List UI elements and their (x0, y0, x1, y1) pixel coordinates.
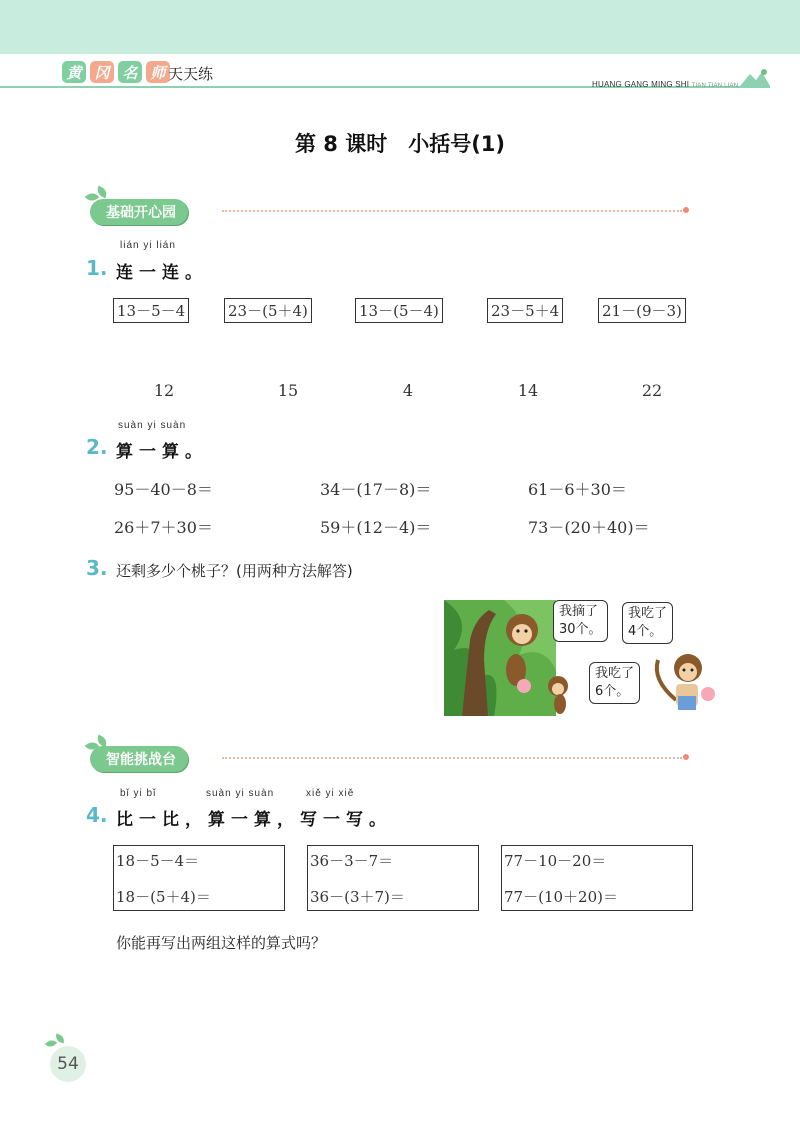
compare-expression[interactable]: 18－(5＋4)＝ (116, 888, 211, 906)
q4-text: 比一比，算一算，写一写。 (116, 810, 392, 830)
q2-expression[interactable]: 73－(20＋40)＝ (528, 518, 650, 537)
section-banner-challenge: 智能挑战台 (90, 746, 188, 772)
compare-box (307, 845, 479, 911)
bubble-line: 30个。 (559, 622, 602, 637)
bubble-line: 6个。 (595, 684, 630, 699)
compare-expression[interactable]: 36－3－7＝ (310, 852, 394, 870)
q2-expression[interactable]: 26＋7＋30＝ (114, 518, 213, 537)
compare-expression[interactable]: 77－10－20＝ (504, 852, 607, 870)
q1-text: 连一连。 (116, 263, 208, 283)
q2-expression[interactable]: 59＋(12－4)＝ (320, 518, 432, 537)
q2-expression[interactable]: 61－6＋30＝ (528, 480, 627, 499)
speech-bubble (589, 662, 640, 704)
brand-text (592, 80, 738, 89)
series-title: 天天练 (168, 65, 214, 83)
header-band (0, 0, 800, 54)
q2-expression[interactable]: 95－40－8＝ (114, 480, 213, 499)
q1-expression[interactable]: 23－5＋4 (487, 298, 563, 323)
bubble-line: 我摘了 (559, 604, 599, 619)
hill-icon (740, 68, 770, 86)
q1-answer[interactable]: 22 (641, 381, 663, 400)
brand-en: HUANG GANG MING SHI (592, 80, 690, 89)
bubble-line: 4个。 (628, 624, 663, 639)
compare-expression[interactable]: 77－(10＋20)＝ (504, 888, 618, 906)
series-logo (58, 60, 174, 84)
logo-char: 名 (118, 61, 142, 83)
bubble-line: 我吃了 (628, 606, 668, 621)
compare-box (113, 845, 285, 911)
compare-expression[interactable]: 18－5－4＝ (116, 852, 200, 870)
logo-char: 冈 (90, 61, 114, 83)
q1-answer[interactable]: 15 (277, 381, 299, 400)
q2-text: 算一算。 (116, 442, 208, 462)
section-divider (222, 210, 682, 212)
q1-expression[interactable]: 23－(5＋4) (224, 298, 312, 323)
page-title: 第 8 课时 小括号(1) (294, 132, 506, 156)
q1-expression[interactable]: 13－5－4 (113, 298, 189, 323)
section-banner-basic: 基础开心园 (90, 199, 188, 225)
q3-text: 还剩多少个桃子？(用两种方法解答) (116, 562, 353, 580)
brand-en-small: TIAN TIAN LIAN (691, 83, 739, 89)
divider-dot (683, 754, 689, 760)
q1-answer[interactable]: 4 (402, 381, 414, 400)
q4-pinyin: suàn yi suàn (206, 788, 275, 799)
q2-expression[interactable]: 34－(17－8)＝ (320, 480, 432, 499)
q2-number: 2. (86, 435, 108, 459)
q4-pinyin: bǐ yi bǐ (120, 788, 157, 799)
speech-bubble (622, 602, 673, 644)
q1-answer[interactable]: 14 (517, 381, 539, 400)
q1-answer[interactable]: 12 (153, 381, 175, 400)
leaf-icon (45, 1038, 57, 1050)
q4-pinyin: xiě yi xiě (306, 788, 355, 799)
compare-expression[interactable]: 36－(3＋7)＝ (310, 888, 405, 906)
q3-number: 3. (86, 556, 108, 580)
q1-expression[interactable]: 13－(5－4) (355, 298, 443, 323)
divider-dot (683, 207, 689, 213)
q1-expression[interactable]: 21－(9－3) (598, 298, 686, 323)
q4-followup: 你能再写出两组这样的算式吗？ (116, 934, 327, 952)
q4-number: 4. (86, 803, 108, 827)
logo-char: 师 (146, 61, 170, 83)
compare-box (501, 845, 693, 911)
logo-char: 黄 (62, 61, 86, 83)
q2-pinyin: suàn yi suàn (118, 420, 187, 431)
page-number: 54 (50, 1046, 86, 1082)
bubble-line: 我吃了 (595, 666, 635, 681)
q1-number: 1. (86, 256, 108, 280)
section-divider (222, 757, 682, 759)
speech-bubble (553, 600, 608, 642)
q1-pinyin: lián yi lián (120, 240, 176, 251)
